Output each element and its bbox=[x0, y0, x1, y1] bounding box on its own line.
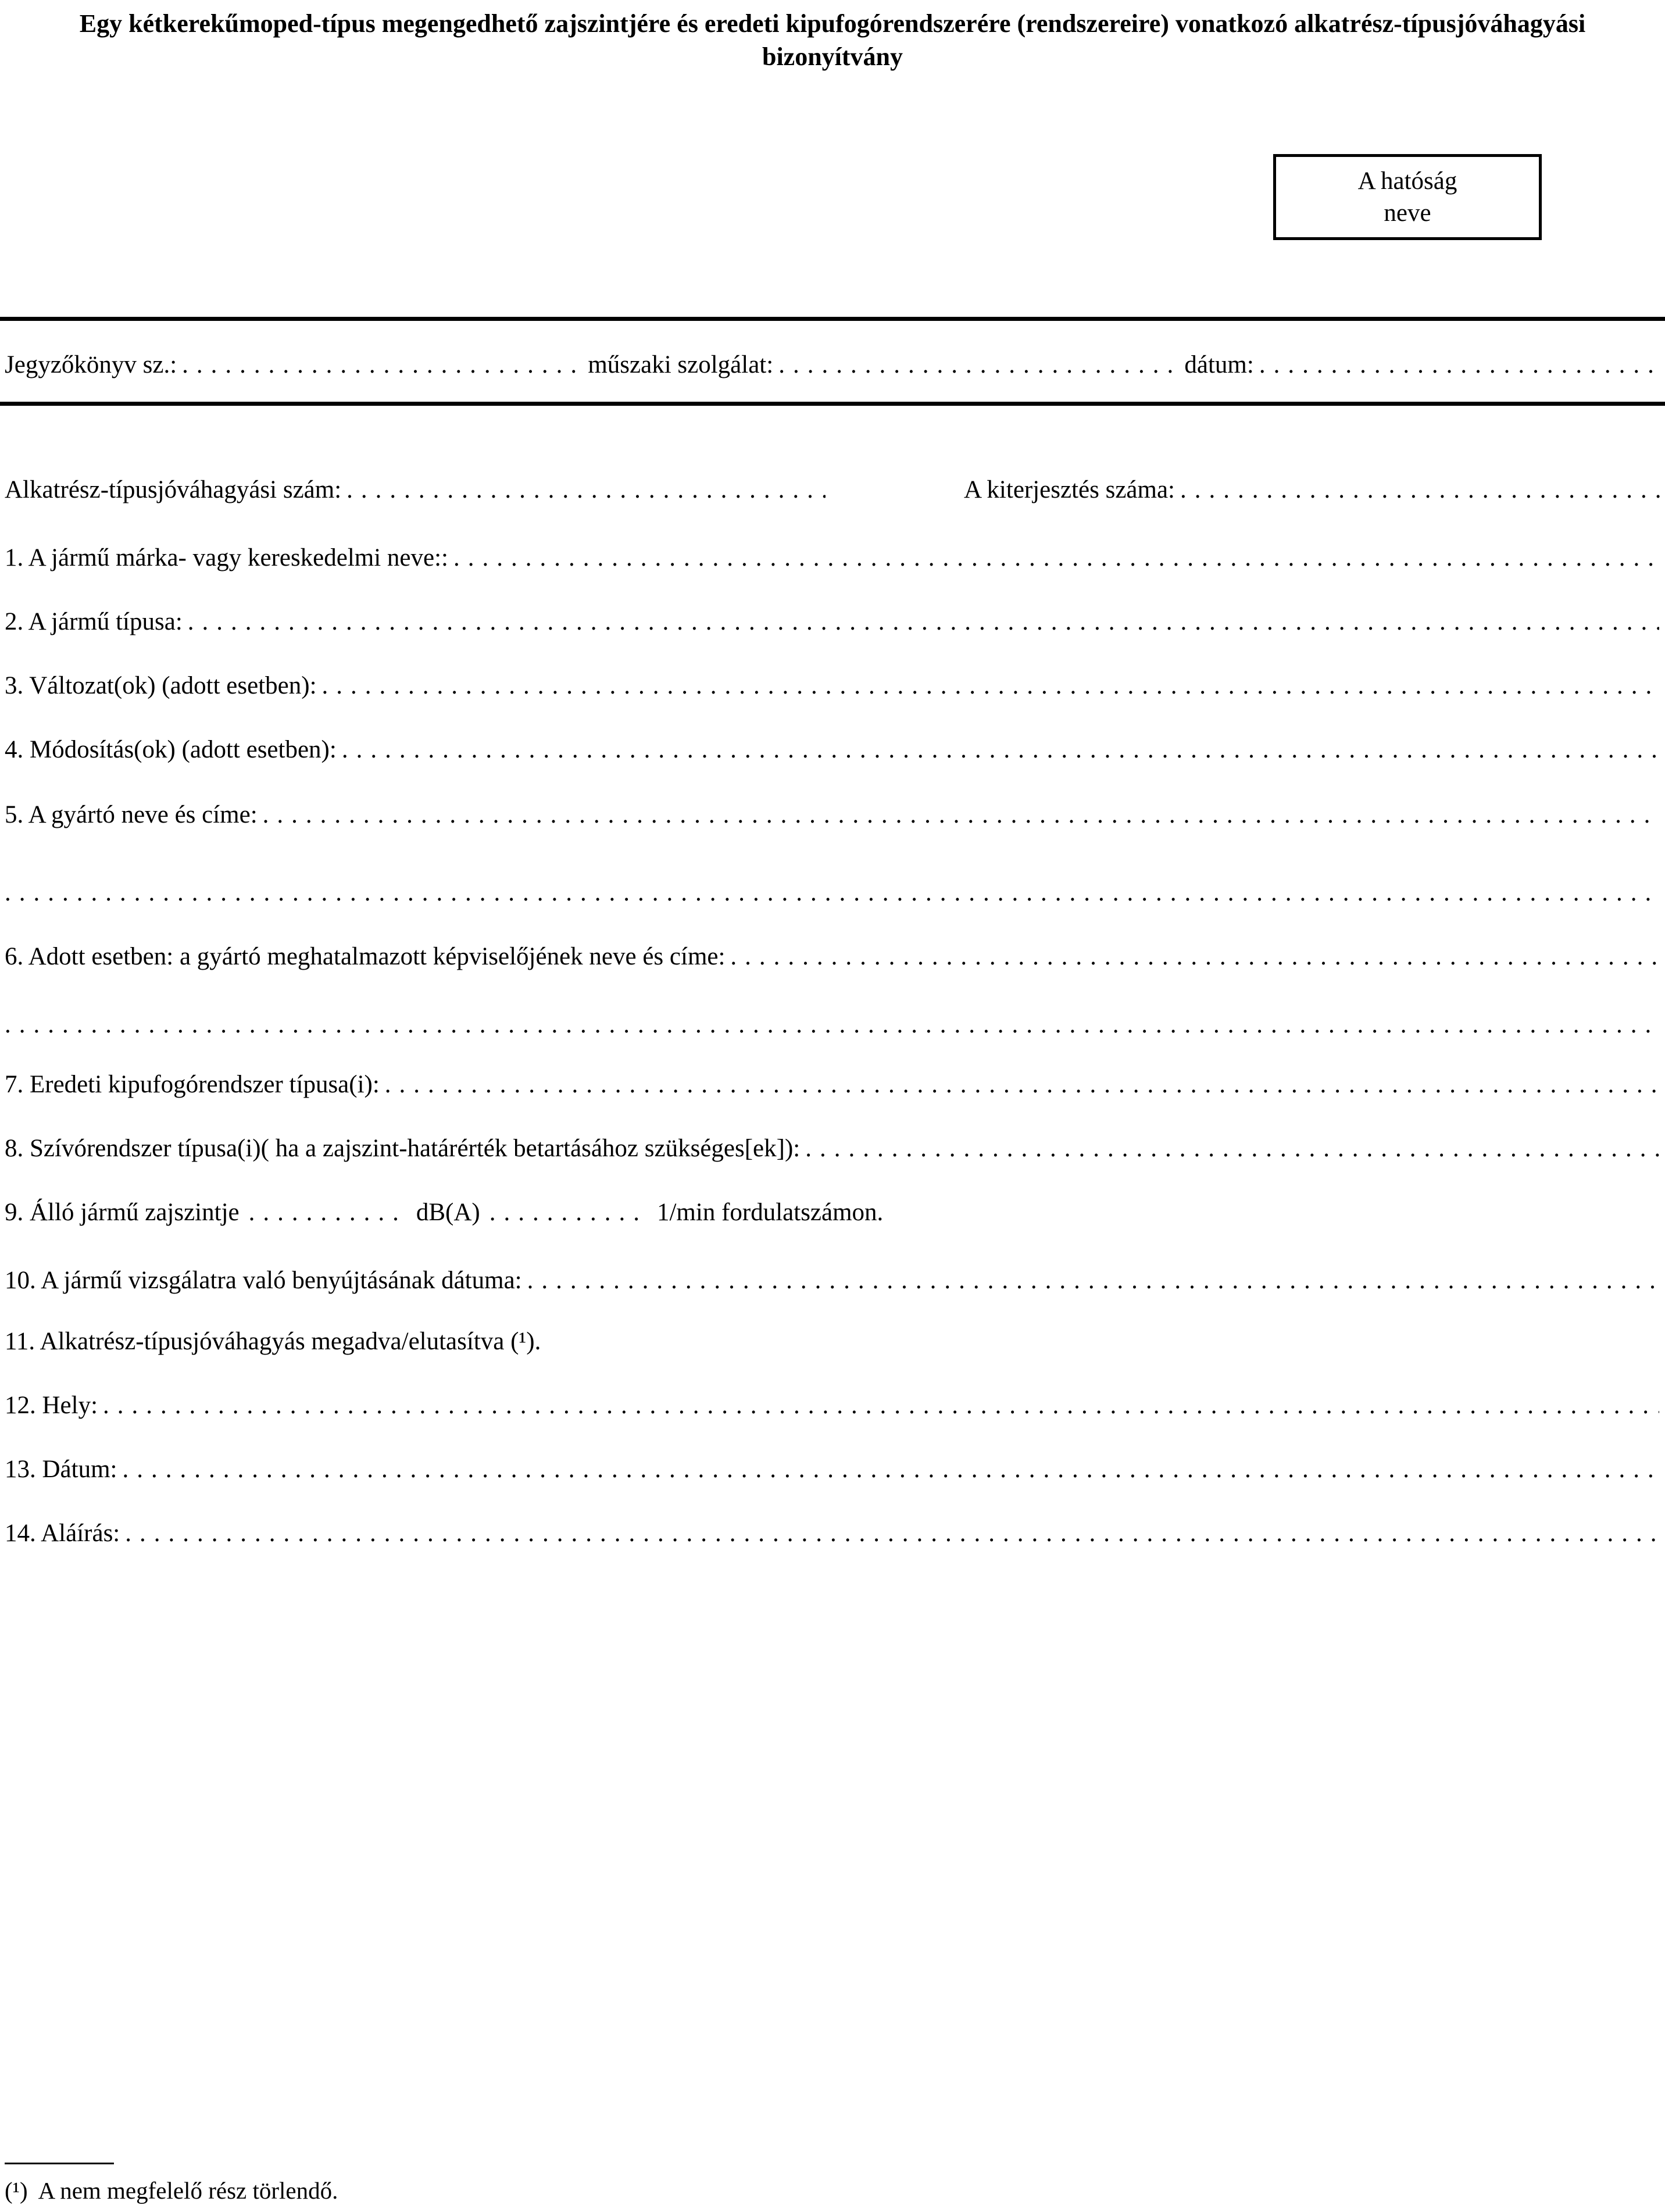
date-label: dátum: bbox=[1184, 351, 1254, 378]
dotted-blank bbox=[188, 606, 1659, 638]
dotted-blank bbox=[5, 1009, 1659, 1041]
field-label: 11. Alkatrész-típusjóváhagyás megadva/elutasítva (¹). bbox=[5, 1328, 541, 1355]
field-label: 3. Változat(ok) (adott esetben): bbox=[5, 672, 317, 699]
dotted-blank bbox=[249, 1196, 407, 1229]
approval-number-label: Alkatrész-típusjóváhagyási szám: bbox=[5, 476, 342, 503]
dotted-blank bbox=[122, 1453, 1659, 1486]
form-line-13 bbox=[5, 1453, 1659, 1486]
dotted-blank bbox=[322, 670, 1659, 702]
field-label-suffix: 1/min fordulatszámon. bbox=[656, 1199, 884, 1226]
field-label: 14. Aláírás: bbox=[5, 1520, 120, 1547]
date-blank bbox=[1259, 349, 1659, 381]
form-line-9 bbox=[5, 1196, 1659, 1229]
dotted-blank bbox=[490, 1196, 648, 1229]
dotted-blank bbox=[125, 1517, 1659, 1550]
form-line-4 bbox=[5, 734, 1659, 766]
horizontal-rule-bottom bbox=[0, 402, 1665, 406]
dotted-blank bbox=[385, 1069, 1659, 1101]
footnote bbox=[5, 2175, 338, 2206]
horizontal-rule-top bbox=[0, 317, 1665, 321]
dotted-blank bbox=[5, 877, 1659, 909]
report-number-blank bbox=[182, 349, 582, 381]
approval-number-group bbox=[5, 474, 826, 506]
authority-box-line1: A hatóság bbox=[1357, 167, 1457, 195]
field-label: 7. Eredeti kipufogórendszer típusa(i): bbox=[5, 1071, 380, 1098]
form-line-8 bbox=[5, 1132, 1659, 1165]
dotted-blank bbox=[805, 1132, 1659, 1165]
dotted-blank bbox=[453, 542, 1659, 574]
field-label: 4. Módosítás(ok) (adott esetben): bbox=[5, 736, 337, 763]
extension-number-blank bbox=[1180, 474, 1665, 506]
footnote-separator bbox=[5, 2163, 114, 2164]
form-line-1 bbox=[5, 542, 1659, 574]
form-line-5 bbox=[5, 799, 1659, 831]
field-label: 9. Álló jármű zajszintje bbox=[5, 1199, 240, 1226]
form-line-6 bbox=[5, 941, 1659, 973]
approval-row bbox=[5, 474, 1659, 506]
footnote-marker: (¹) bbox=[5, 2177, 28, 2204]
dotted-blank bbox=[103, 1389, 1659, 1422]
footnote-text: A nem megfelelő rész törlendő. bbox=[38, 2177, 338, 2204]
technical-service-label: műszaki szolgálat: bbox=[588, 351, 774, 378]
field-label: 13. Dátum: bbox=[5, 1456, 117, 1483]
extension-number-group bbox=[964, 474, 1665, 506]
form-line-2 bbox=[5, 606, 1659, 638]
approval-number-blank bbox=[346, 474, 826, 506]
form-line-10 bbox=[5, 1264, 1659, 1297]
field-label: 5. A gyártó neve és címe: bbox=[5, 801, 258, 828]
document-title: Egy kétkerekűmoped-típus megengedhető zajszintjére és eredeti kipufogórendszerére (rendszereire) vonatkozó alkatrész-típusjóváhagyási bizonyítvány bbox=[79, 9, 1586, 71]
field-label: 10. A jármű vizsgálatra való benyújtásának dátuma: bbox=[5, 1267, 522, 1294]
field-label: 1. A jármű márka- vagy kereskedelmi neve:: bbox=[5, 544, 448, 571]
dotted-blank bbox=[730, 941, 1659, 973]
dotted-blank bbox=[263, 799, 1659, 831]
field-label: 2. A jármű típusa: bbox=[5, 608, 183, 635]
dotted-blank bbox=[527, 1264, 1659, 1297]
form-line-14 bbox=[5, 1517, 1659, 1550]
unit-label: dB(A) bbox=[416, 1199, 480, 1226]
dotted-blank bbox=[342, 734, 1659, 766]
form-line-7 bbox=[5, 1069, 1659, 1101]
field-label: 12. Hely: bbox=[5, 1392, 98, 1419]
authority-box-line2: neve bbox=[1384, 199, 1431, 227]
form-line-12 bbox=[5, 1389, 1659, 1422]
field-label: 6. Adott esetben: a gyártó meghatalmazott képviselőjének neve és címe: bbox=[5, 943, 726, 970]
authority-name-box bbox=[1273, 154, 1542, 240]
continuation-line-2 bbox=[5, 1009, 1659, 1041]
report-number-label: Jegyzőkönyv sz.: bbox=[5, 351, 177, 378]
technical-service-blank bbox=[778, 349, 1178, 381]
continuation-line-1 bbox=[5, 877, 1659, 909]
protocol-row bbox=[5, 349, 1659, 381]
extension-number-label: A kiterjesztés száma: bbox=[964, 476, 1175, 503]
form-line-11 bbox=[5, 1325, 1659, 1358]
field-label: 8. Szívórendszer típusa(i)( ha a zajszint-határérték betartásához szükséges[ek]): bbox=[5, 1135, 801, 1162]
form-line-3 bbox=[5, 670, 1659, 702]
